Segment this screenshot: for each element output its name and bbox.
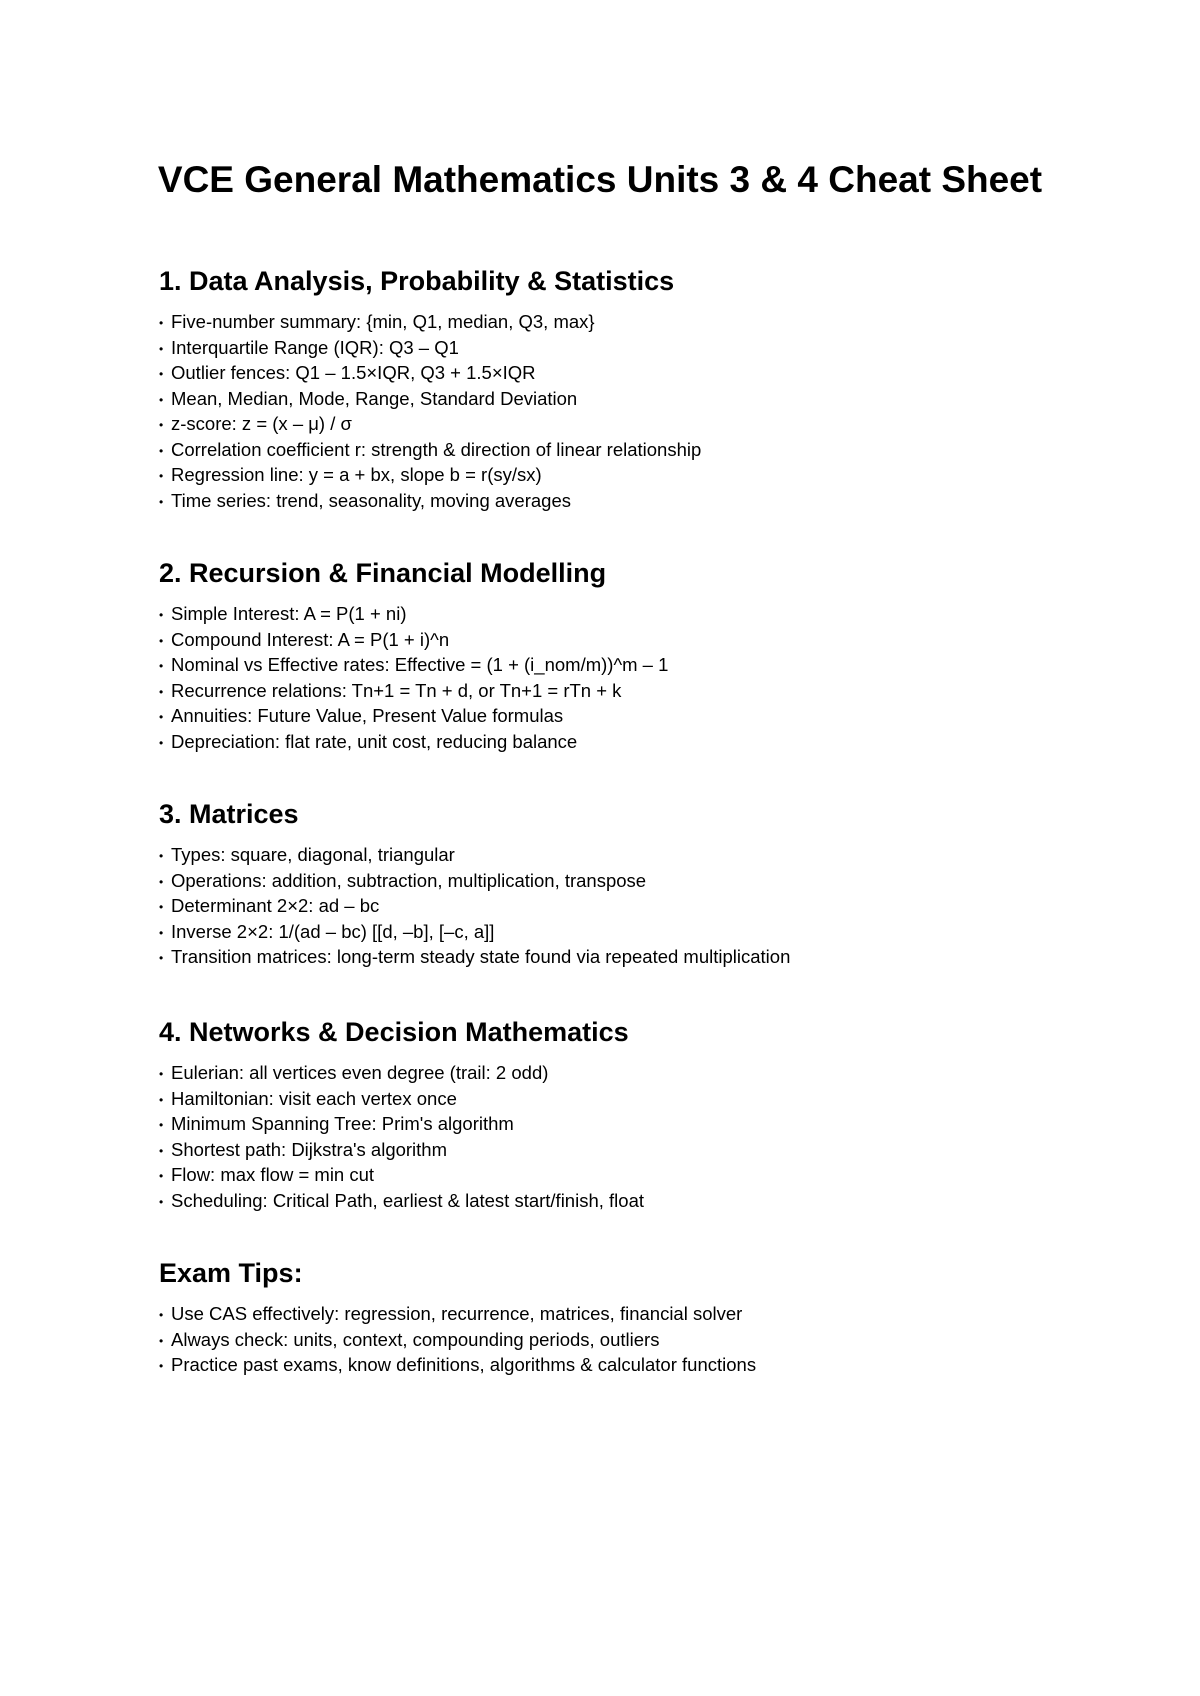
list-item-text: Transition matrices: long-term steady state found via repeated multiplication — [171, 946, 791, 967]
list-item-text: Scheduling: Critical Path, earliest & latest start/finish, float — [171, 1189, 644, 1211]
list-item-text: Outlier fences: Q1 – 1.5×IQR, Q3 + 1.5×IQR — [171, 362, 536, 383]
list-item-text: Interquartile Range (IQR): Q3 – Q1 — [171, 336, 459, 358]
list-item-text: Depreciation: flat rate, unit cost, reducing balance — [171, 730, 578, 752]
bullet-icon: • — [159, 1333, 164, 1348]
bullet-icon: • — [159, 1194, 164, 1209]
list-item-text: Operations: addition, subtraction, multiplication, transpose — [171, 869, 647, 891]
section-heading: 3. Matrices — [159, 799, 299, 829]
bullet-icon: • — [159, 1067, 164, 1081]
bullet-icon: • — [159, 1359, 164, 1373]
list-item — [159, 1138, 1119, 1164]
list-item — [159, 463, 1119, 489]
document-title: VCE General Mathematics Units 3 & 4 Cheat Sheet — [157, 159, 1043, 200]
list-item-text: Nominal vs Effective rates: Effective = (1 + (i_nom/m))^m – 1 — [171, 654, 669, 675]
list-item — [159, 653, 1119, 679]
list-item — [159, 336, 1119, 362]
list-item — [159, 1087, 1119, 1113]
bullet-icon: • — [159, 684, 164, 699]
list-item-text: Shortest path: Dijkstra's algorithm — [171, 1138, 448, 1160]
section-heading: 4. Networks & Decision Mathematics — [159, 1017, 629, 1047]
list-item-text: Minimum Spanning Tree: Prim's algorithm — [171, 1113, 514, 1134]
list-item-text: Regression line: y = a + bx, slope b = r(sy/sx) — [171, 464, 542, 485]
list-item — [159, 489, 1119, 515]
list-item — [159, 843, 1119, 869]
list-item-text: Use CAS effectively: regression, recurrence, matrices, financial solver — [171, 1303, 743, 1324]
bullet-icon: • — [159, 1118, 164, 1132]
list-item — [159, 1328, 1119, 1354]
bullet-icon: • — [159, 392, 164, 407]
list-item-text: Recurrence relations: Tn+1 = Tn + d, or Tn+1 = rTn + k — [171, 679, 622, 701]
list-item — [159, 602, 1119, 628]
list-item — [159, 894, 1119, 920]
list-item-text: Compound Interest: A = P(1 + i)^n — [171, 628, 450, 650]
section-heading: 2. Recursion & Financial Modelling — [159, 558, 607, 588]
list-item — [159, 361, 1119, 387]
list-item-text: Correlation coefficient r: strength & direction of linear relationship — [171, 438, 702, 460]
section-data-analysis — [159, 264, 1119, 514]
section-heading: Exam Tips: — [159, 1258, 303, 1288]
list-item-text: Practice past exams, know definitions, algorithms & calculator functions — [171, 1354, 757, 1375]
bullet-icon: • — [159, 659, 164, 673]
bullet-icon: • — [159, 874, 164, 889]
list-item-text: z-score: z = (x – μ) / σ — [171, 413, 352, 434]
bullet-icon: • — [159, 1308, 164, 1322]
list-item-text: Time series: trend, seasonality, moving averages — [171, 489, 571, 511]
bullet-list — [159, 602, 1119, 755]
section-recursion-financial — [159, 556, 1119, 755]
list-item — [159, 1163, 1119, 1189]
bullet-icon: • — [159, 849, 164, 863]
bullet-list — [159, 1302, 1119, 1379]
bullet-icon: • — [159, 1092, 164, 1107]
bullet-icon: • — [159, 494, 164, 509]
list-item-text: Eulerian: all vertices even degree (trail: 2 odd) — [171, 1062, 549, 1083]
bullet-icon: • — [159, 469, 164, 483]
list-item — [159, 1353, 1119, 1379]
list-item-text: Annuities: Future Value, Present Value formulas — [171, 705, 564, 726]
list-item — [159, 704, 1119, 730]
section-networks-decision — [159, 1015, 1119, 1214]
bullet-icon: • — [159, 633, 164, 648]
bullet-icon: • — [159, 1169, 164, 1183]
list-item — [159, 1061, 1119, 1087]
list-item — [159, 1302, 1119, 1328]
bullet-icon: • — [159, 925, 164, 940]
list-item — [159, 1112, 1119, 1138]
bullet-list — [159, 1061, 1119, 1214]
list-item — [159, 387, 1119, 413]
bullet-icon: • — [159, 367, 164, 381]
list-item — [159, 730, 1119, 756]
bullet-icon: • — [159, 341, 164, 356]
bullet-icon: • — [159, 316, 164, 330]
bullet-icon: • — [159, 443, 164, 458]
bullet-icon: • — [159, 900, 164, 914]
list-item — [159, 945, 1119, 971]
section-exam-tips — [159, 1256, 1119, 1379]
bullet-icon: • — [159, 710, 164, 724]
section-heading: 1. Data Analysis, Probability & Statistics — [159, 266, 675, 296]
list-item-text: Determinant 2×2: ad – bc — [171, 895, 380, 916]
list-item — [159, 869, 1119, 895]
bullet-icon: • — [159, 1143, 164, 1158]
list-item-text: Five-number summary: {min, Q1, median, Q3, max} — [171, 311, 595, 332]
bullet-icon: • — [159, 735, 164, 750]
list-item — [159, 679, 1119, 705]
bullet-list — [159, 310, 1119, 514]
list-item — [159, 310, 1119, 336]
list-item — [159, 628, 1119, 654]
list-item — [159, 438, 1119, 464]
list-item-text: Types: square, diagonal, triangular — [171, 844, 455, 865]
list-item — [159, 920, 1119, 946]
list-item — [159, 1189, 1119, 1215]
list-item — [159, 412, 1119, 438]
section-matrices — [159, 797, 1119, 971]
bullet-icon: • — [159, 608, 164, 622]
bullet-icon: • — [159, 951, 164, 965]
list-item-text: Mean, Median, Mode, Range, Standard Deviation — [171, 387, 578, 409]
list-item-text: Inverse 2×2: 1/(ad – bc) [[d, –b], [–c, a]] — [171, 920, 495, 942]
list-item-text: Always check: units, context, compounding periods, outliers — [171, 1328, 660, 1350]
list-item-text: Simple Interest: A = P(1 + ni) — [171, 603, 407, 624]
list-item-text: Flow: max flow = min cut — [171, 1164, 375, 1185]
bullet-icon: • — [159, 418, 164, 432]
list-item-text: Hamiltonian: visit each vertex once — [171, 1087, 457, 1109]
bullet-list — [159, 843, 1119, 971]
